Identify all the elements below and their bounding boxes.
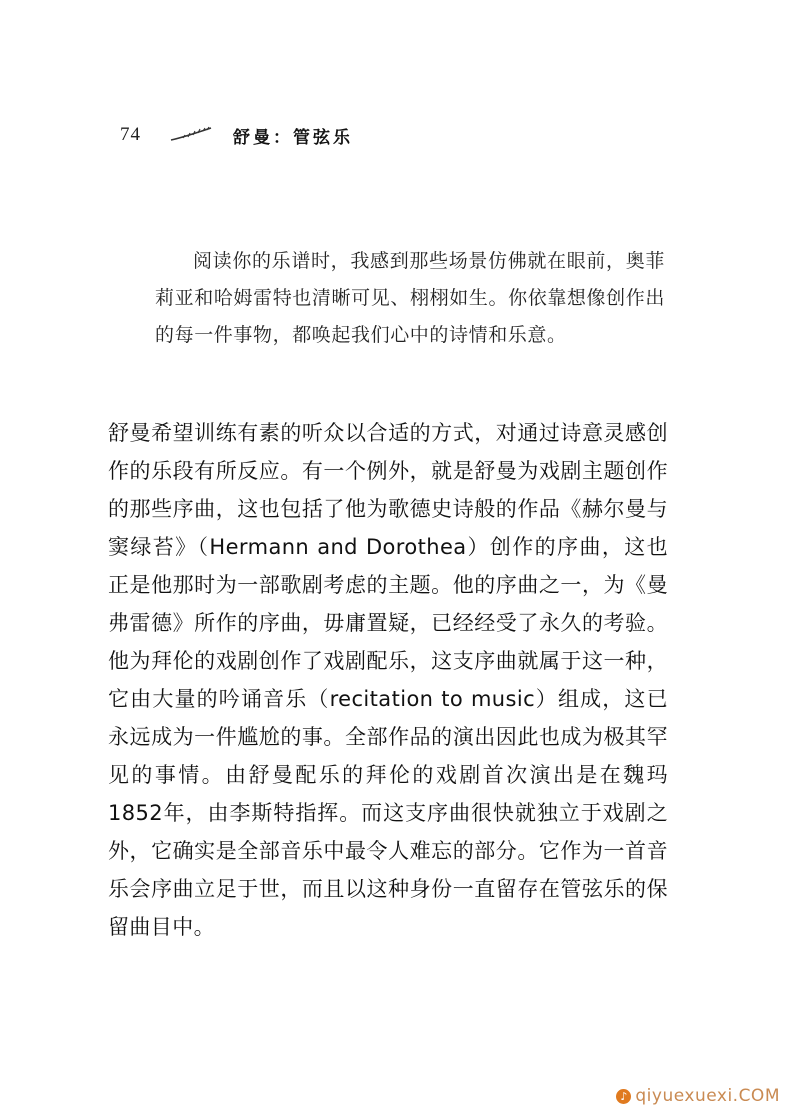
block-quote: 阅读你的乐谱时，我感到那些场景仿佛就在眼前，奥菲莉亚和哈姆雷特也清晰可见、栩栩如生。你依靠想像创作出的每一件事物，都唤起我们心中的诗情和乐意。 bbox=[155, 250, 665, 346]
watermark-text: qiyuexuexi.COM bbox=[635, 1086, 780, 1106]
running-title: 舒曼：管弦乐 bbox=[233, 127, 353, 148]
page-header bbox=[120, 118, 353, 152]
music-note-icon: ♪ bbox=[616, 1089, 631, 1104]
body-paragraph: 舒曼希望训练有素的听众以合适的方式，对通过诗意灵感创作的乐段有所反应。有一个例外，就是舒曼为戏剧主题创作的那些序曲，这也包括了他为歌德史诗般的作品《赫尔曼与窦绿苔》（Hermann and Dorothea）创作的序曲，这也正是他那时为一部歌剧考虑的主题。他的序曲之一，为《曼弗雷德》所作的序曲，毋庸置疑，已经经受了永久的考验。他为拜伦的戏剧创作了戏剧配乐，这支序曲就属于这一种，它由大量的吟诵音乐（recitation to music）组成，这已永远成为一件尴尬的事。全部作品的演出因此也成为极其罕见的事情。由舒曼配乐的拜伦的戏剧首次演出是在魏玛1852年，由李斯特指挥。而这支序曲很快就独立于戏剧之外，它确实是全部音乐中最令人难忘的部分。它作为一首音乐会序曲立足于世，而且以这种身份一直留存在管弦乐的保留曲目中。 bbox=[108, 421, 668, 939]
quill-ornament-icon bbox=[169, 126, 213, 144]
watermark bbox=[616, 1086, 780, 1106]
page-number: 74 bbox=[120, 124, 141, 145]
